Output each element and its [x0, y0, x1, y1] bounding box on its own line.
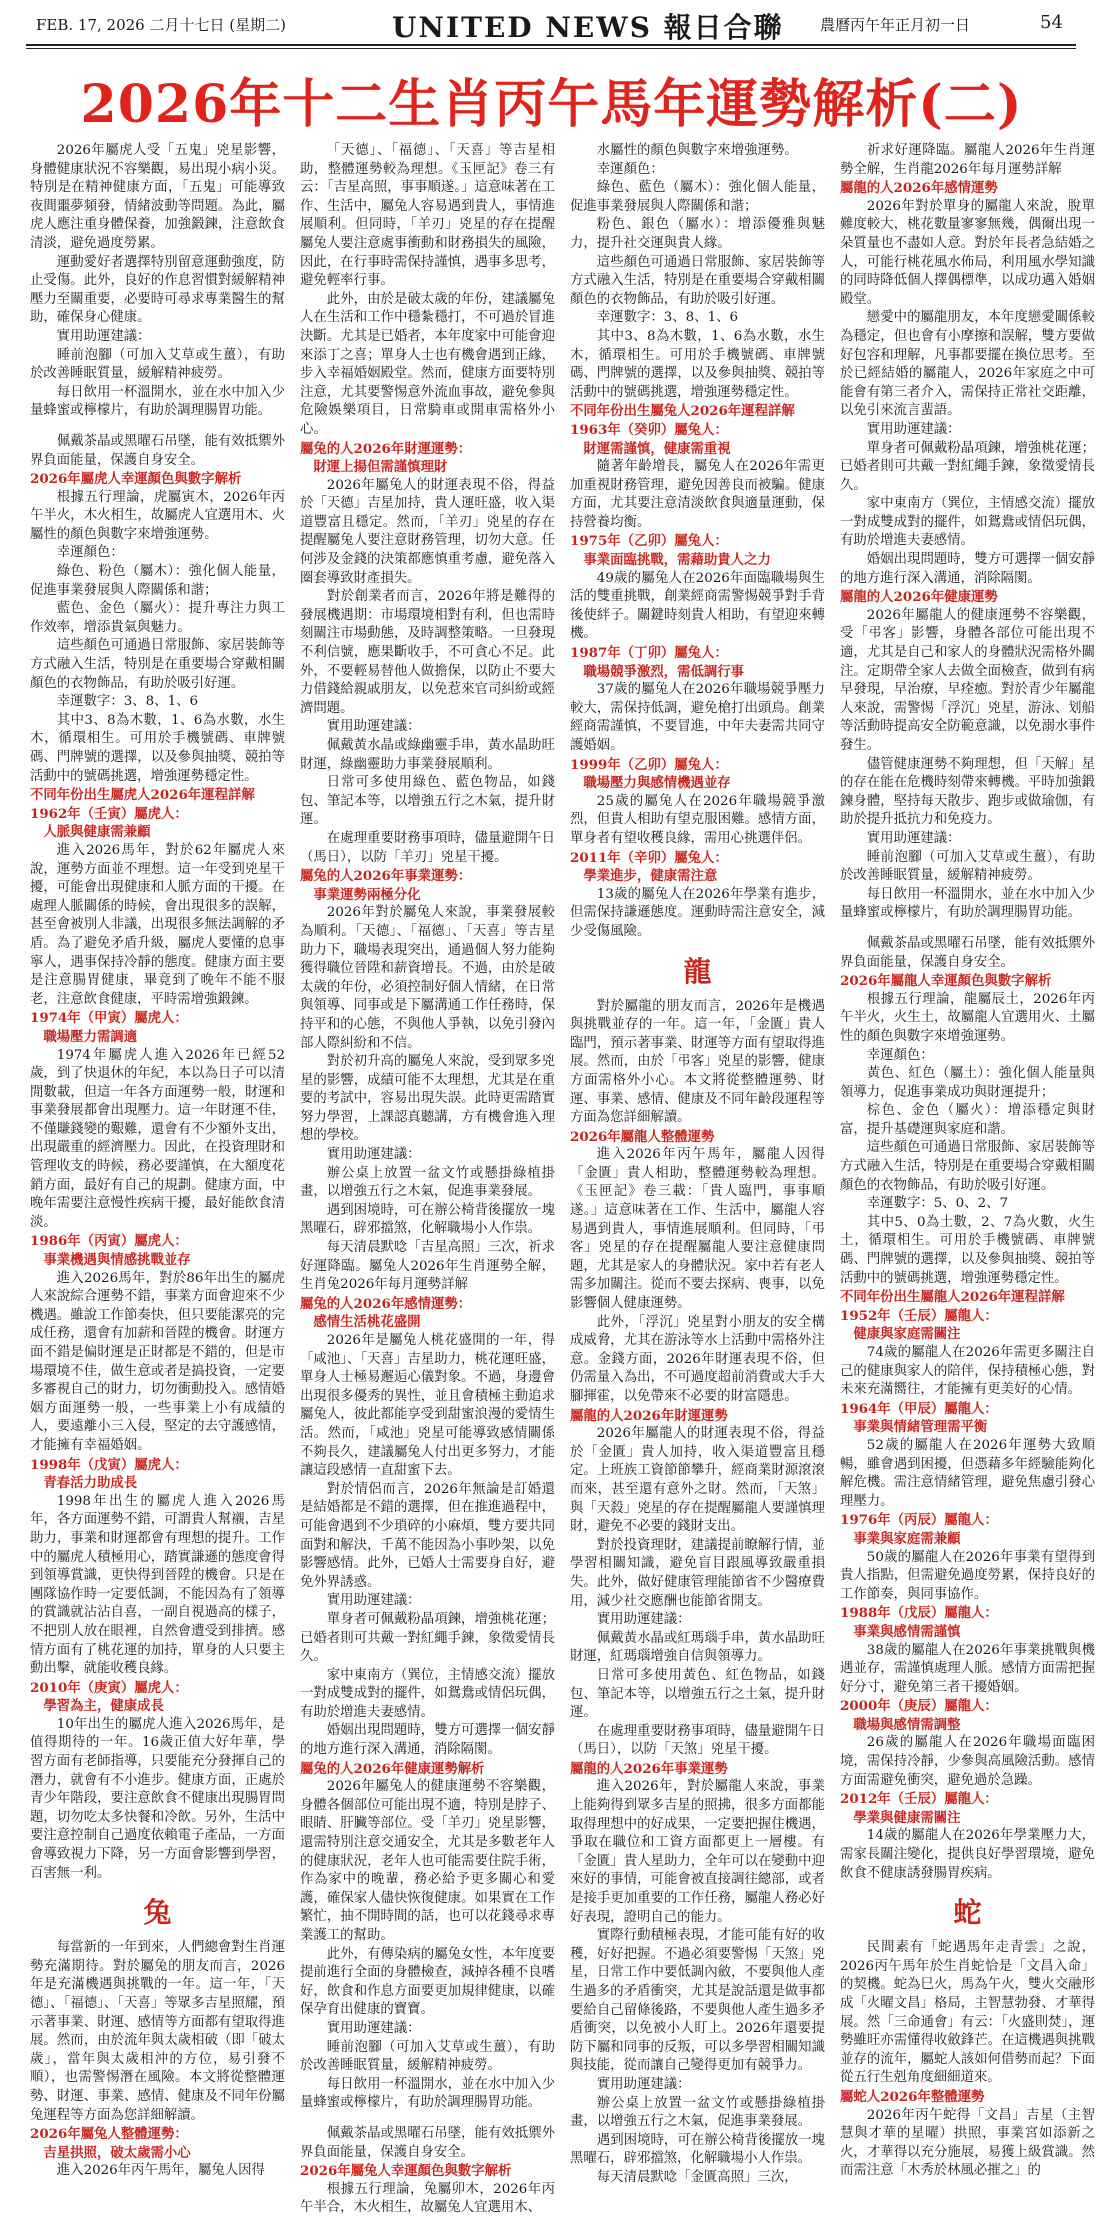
section-subtitle: 財運需謹慎，健康需重視 — [583, 440, 731, 457]
body-paragraph: 家中東南方（巽位，主情感交流）擺放一對成雙成對的擺件，如鴛鴦或情侶玩偶，有助於增進夫妻感情。 — [840, 496, 1095, 549]
body-paragraph: 睡前泡腳（可加入艾草或生薑），有助於改善睡眠質量，緩解精神疲勞。 — [300, 2039, 555, 2074]
body-paragraph: 這些顏色可通過日常服飾、家居裝飾等方式融入生活，特別是在重要場合穿戴相關顏色的衣物飾品，有助於吸引好運。 — [570, 254, 825, 307]
body-paragraph: 綠色、粉色（屬木）：強化個人能量，促進事業發展與人際關係和諧； — [30, 564, 285, 598]
body-paragraph: 每日飲用一杯溫開水，並在水中加入少量蜂蜜或檸檬片，有助於調理腸胃功能。 — [840, 886, 1095, 921]
section-subtitle: 學業與健康需關注 — [853, 1809, 961, 1826]
section-subtitle: 職場與感情需調整 — [853, 1716, 961, 1733]
body-paragraph: 此外，由於是破太歲的年份，建議屬兔人在生活和工作中穩紮穩打，不可過於冒進決斷。尤其是已婚者，本年度家中可能會迎來添丁之喜；單身人士也有機會遇到正緣，步入幸福婚姻殿堂。然而，健康方面要特別注意，尤其要警惕意外流血事故，避免參與危險娛樂項目，日常騎車或開車需格外小心。 — [300, 291, 555, 437]
section-subtitle: 青春活力助成長 — [43, 1475, 138, 1492]
body-paragraph: 佩戴黃水晶或綠幽靈手串，黃水晶助旺財運，綠幽靈助力事業發展順利。 — [300, 738, 555, 772]
body-paragraph: 38歲的屬龍人在2026年事業挑戰與機遇並存，需謹慎處理人脈。感情方面需把握好分寸，避免第三者干擾婚姻。 — [840, 1642, 1095, 1695]
body-paragraph: 幸運數字：3、8、1、6 — [596, 310, 738, 326]
body-paragraph: 遇到困境時，可在辦公椅背後擺放一塊黑曜石，辟邪擋煞，化解職場小人作祟。 — [300, 1202, 555, 1237]
section-subheading: 不同年份出生屬虎人2026年運程詳解 — [30, 787, 255, 804]
body-paragraph: 實用助運建議： — [326, 1147, 421, 1163]
body-paragraph: 2026年屬龍人的健康運勢不容樂觀，受「弔客」影響，身體各部位可能出現不適，尤其是自己和家人的身體狀況需格外關注。定期帶全家人去做全面檢查，做到有病早發現，早治療，早痊癒。對於青少年屬龍人來說，需警惕「浮沉」兇星，游泳、划船等活動時提高安全防範意識，以免溺水事件發生。 — [840, 607, 1095, 753]
body-paragraph: 2026年是屬兔人桃花盛開的一年，得「咸池」、「天喜」吉星助力，桃花運旺盛，單身人士極易邂逅心儀對象。不過，身邊會出現很多優秀的異性，並且會積極主動追求屬兔人，彼此都能享受到甜蜜浪漫的愛情生活。然而，「咸池」兇星可能導致感情關係不夠長久，建議屬兔人付出更多努力，才能讓這段感情一直甜蜜下去。 — [300, 1333, 555, 1479]
body-paragraph: 這些顏色可通過日常服飾、家居裝飾等方式融入生活，特別是在重要場合穿戴相關顏色的衣物飾品，有助於吸引好運。 — [840, 1140, 1095, 1193]
body-paragraph: 根據五行理論，虎屬寅木，2026年丙午半火，木火相生，故屬虎人宜選用木、火屬性的顏色與數字來增強運勢。 — [30, 489, 285, 542]
page-number: 54 — [1040, 12, 1063, 33]
body-paragraph: 2026年丙午蛇得「文昌」吉星（主智慧與才華的星曜）拱照，事業宮如添新之火，才華得以充分施展，易獲上級賞識。然而需注意「木秀於林風必摧之」的 — [840, 2107, 1095, 2179]
section-subheading: 2012年（壬辰）屬龍人： — [840, 1791, 998, 1808]
section-subheading: 2010年（庚寅）屬虎人： — [30, 1679, 188, 1696]
article-column-2 — [300, 142, 555, 2216]
body-paragraph: 睡前泡腳（可加入艾草或生薑），有助於改善睡眠質量，緩解精神疲勞。 — [30, 347, 285, 382]
section-subheading: 屬兔的人2026年事業運勢： — [300, 868, 472, 885]
issue-date: FEB. 17, 2026 二月十七日 (星期二) — [36, 16, 286, 34]
zodiac-section-heading: 兔 — [143, 1896, 172, 1930]
body-paragraph: 進入2026馬年，對於62年屬虎人來說，運勢方面並不理想。這一年受到兇星干擾，可能會出現健康和人脈方面的干擾。在處理人脈關係的時候，會出現很多的誤解，甚至會被別人非議，出現很多無法調解的矛盾。為了避免矛盾升級，屬虎人要懂的息事寧人，遇事保持冷靜的態度。健康方面主要是注意腸胃健康，畢竟到了晚年不能不服老，注意飲食健康，平時需增強鍛鍊。 — [30, 842, 285, 1007]
body-paragraph: 此外，「浮沉」兇星對小朋友的安全構成威脅，尤其在游泳等水上活動中需格外注意。金錢方面，2026年財運表現不俗，但仍需量入為出，不可過度超前消費或大手大腳揮霍，以免帶來不必要的財富隱患。 — [570, 1314, 825, 1404]
body-paragraph: 實用助運建議： — [596, 1612, 691, 1628]
masthead-rule — [26, 44, 1076, 46]
body-paragraph: 2026年對於單身的屬龍人來說，脫單難度較大，桃花數量寥寥無幾，偶爾出現一朵質量也不盡如人意。對於年長者急結婚之人，可能行桃花風水佈局，利用風水學知識的同時降低個人擇偶標準，以成功邁入婚姻殿堂。 — [840, 198, 1095, 307]
body-paragraph: 50歲的屬龍人在2026年事業有望得到貴人指點，但需避免過度勞累，保持良好的工作節奏，與同事協作。 — [840, 1549, 1095, 1602]
section-subtitle: 職場壓力與感情機遇並存 — [583, 775, 731, 792]
lunar-date: 農曆丙午年正月初一日 — [820, 16, 971, 34]
section-subheading: 1988年（戊辰）屬龍人： — [840, 1605, 998, 1622]
newspaper-brand: UNITED NEWS 報日合聯 — [392, 11, 784, 44]
body-paragraph: 家中東南方（巽位，主情感交流）擺放一對成雙成對的擺件，如鴛鴦或情侶玩偶，有助於增進夫妻感情。 — [300, 1667, 555, 1720]
body-paragraph: 每日飲用一杯溫開水，並在水中加入少量蜂蜜或檸檬片，有助於調理腸胃功能。 — [30, 384, 285, 419]
section-subheading: 不同年份出生屬兔人2026年運程詳解 — [570, 403, 795, 420]
body-paragraph: 睡前泡腳（可加入艾草或生薑），有助於改善睡眠質量，緩解精神疲勞。 — [840, 849, 1095, 884]
section-subtitle: 健康與家庭需關注 — [853, 1326, 961, 1343]
body-paragraph: 74歲的屬龍人在2026年需更多關注自己的健康與家人的陪伴，保持積極心態，對未來充滿嚮往，才能擁有更美好的心情。 — [840, 1345, 1095, 1398]
section-subheading: 屬兔的人2026年健康運勢解析 — [300, 1760, 485, 1777]
body-paragraph: 對於情侶而言，2026年無論是訂婚還是結婚都是不錯的選擇，但在推進過程中，可能會遇到不少瑣碎的小麻煩，雙方要共同面對和解決，千萬不能因為小事吵架，以免影響感情。此外，已婚人士需要身自好，避免外界誘惑。 — [300, 1481, 555, 1590]
body-paragraph: 37歲的屬兔人在2026年職場競爭壓力較大，需保持低調，避免槍打出頭鳥。創業經商需謹慎，不要冒進，中年夫妻需共同守護婚姻。 — [570, 682, 825, 753]
section-subheading: 1963年（癸卯）屬兔人： — [570, 421, 728, 438]
body-paragraph: 實用助運建議： — [596, 2076, 691, 2092]
body-paragraph: 對於屬龍的朋友而言，2026年是機遇與挑戰並存的一年。這一年，「金匱」貴人臨門，預示著事業、財運等方面有望取得進展。然而，由於「弔客」兇星的影響，健康方面需格外小心。本文將從整體運勢、財運、事業、感情、健康及不同年齡段運程等方面為您詳細解讀。 — [570, 998, 825, 1126]
body-paragraph: 每天清晨默唸「金匱高照」三次， — [596, 2169, 798, 2185]
section-subheading: 1975年（乙卯）屬兔人： — [570, 533, 728, 550]
section-subtitle: 吉星拱照，破太歲需小心 — [43, 2144, 191, 2161]
section-subheading: 1976年（丙辰）屬龍人： — [840, 1512, 998, 1529]
body-paragraph: 49歲的屬兔人在2026年面臨職場與生活的雙重挑戰，創業經商需警惕競爭對手背後使絆子。關鍵時刻貴人相助，有望迎來轉機。 — [570, 570, 825, 642]
body-paragraph: 根據五行理論，龍屬辰土，2026年丙午半火，火生土，故屬龍人宜選用火、土屬性的顏色與數字來增強運勢。 — [840, 991, 1095, 1044]
body-paragraph: 幸運數字：3、8、1、6 — [56, 694, 198, 710]
section-subheading: 1986年（丙寅）屬虎人： — [30, 1233, 188, 1250]
body-paragraph: 隨著年齡增長，屬兔人在2026年需更加重視財務管理，避免因善良而被騙。健康方面，尤其要注意清淡飲食與適量運動，保持營養均衡。 — [570, 459, 825, 530]
body-paragraph: 對於投資理財，建議提前瞭解行情，並學習相關知識，避免盲目跟風導致嚴重損失。此外，做好健康管理能節省不少醫療費用，減少社交應酬也能節省開支。 — [570, 1537, 825, 1609]
section-subheading: 2026年屬虎人幸運顏色與數字解析 — [30, 471, 242, 488]
body-paragraph: 實用助運建議： — [326, 719, 421, 735]
body-paragraph: 其中3、8為木數，1、6為水數，水生木，循環相生。可用於手機號碼、車牌號碼、門牌號的選擇，以及參與抽獎、競拍等活動中的號碼挑選，增強運勢穩定性。 — [570, 328, 825, 400]
body-paragraph: 每日飲用一杯溫開水，並在水中加入少量蜂蜜或檸檬片，有助於調理腸胃功能。 — [300, 2076, 555, 2111]
body-paragraph: 2026年屬兔人的財運表現不俗，得益於「天德」吉星加持，貴人運旺盛，收入渠道豐富且穩定。然而，「羊刃」兇星的存在提醒屬兔人要注意財務管理，切勿大意。任何涉及金錢的決策都應慎重考慮，避免落入圈套導致財產損失。 — [300, 477, 555, 586]
body-paragraph: 單身者可佩戴粉晶項鍊，增強桃花運；已婚者則可共戴一對紅繩手鍊，象徵愛情長久。 — [300, 1611, 555, 1665]
body-paragraph: 幸運顏色： — [596, 161, 664, 177]
body-paragraph: 10年出生的屬虎人進入2026馬年，是值得期待的一年。16歲正值大好年華，學習方面有老師指導，只要能充分發揮自己的潛力，就會有不小進步。健康方面，正處於青少年階段，要注意飲食不健康出現腸胃問題，切勿吃太多快餐和冷飲。另外，生活中要注意控制自己過度依賴電子產品，一方面會導致視力下降，另一方面會影響到學習，百害無一利。 — [30, 1716, 285, 1881]
section-subtitle: 事業運勢兩極分化 — [313, 886, 421, 903]
body-paragraph: 2026年屬虎人受「五鬼」兇星影響，身體健康狀況不容樂觀，易出現小病小災。特別是在精神健康方面，「五鬼」可能導致夜間噩夢頻發，情緒波動等問題。為此，屬虎人應注重身體保養，加強鍛鍊，注意飲食清淡，避免過度勞累。 — [30, 143, 285, 251]
body-paragraph: 2026年對於屬兔人來說，事業發展較為順利。「天德」、「福德」、「天喜」等吉星助力下，職場表現突出，通過個人努力能夠獲得職位晉陞和薪資增長。不過，由於是破太歲的年份，必須控制好個人情緒，在日常與領導、同事或是下屬溝通工作任務時，保持平和的心態，不與他人爭執，以免引發內部人際糾紛和不信。 — [300, 905, 555, 1051]
section-subheading: 2026年屬兔人整體運勢： — [30, 2126, 188, 2143]
section-subtitle: 事業面臨挑戰，需藉助貴人之力 — [583, 552, 771, 569]
body-paragraph: 2026年屬兔人的健康運勢不容樂觀，身體各個部位可能出現不適，特別是脖子、眼睛、肝臟等部位。受「羊刃」兇星影響，還需特別注意交通安全，尤其是多數老年人的健康狀況，老年人也可能需要住院手術，作為家中的晚輩，務必給予更多關心和愛護，確保家人儘快恢復健康。如果實在工作繁忙，抽不開時間的話，也可以花錢尋求專業護工的幫助。 — [300, 1779, 555, 1943]
body-paragraph: 實用助運建議： — [56, 328, 151, 344]
body-paragraph: 在處理重要財務事項時，儘量避開午日（馬日），以防「天煞」兇星干擾。 — [570, 1723, 825, 1758]
body-paragraph: 1998年出生的屬虎人進入2026馬年，各方面運勢不錯，可謂貴人幫襯，吉星助力，事業和財運都會有理想的提升。工作中的屬虎人積極用心，踏實謙遜的態度會得到領導賞識，更快得到晉陞的機會。只是在團隊協作時一定要低調，不能因為有了領導的賞識就沾沾自喜，一副自視過高的樣子，不把別人放在眼裡，自然會遭受到排擠。感情方面有了桃花運的加持，單身的人只要主動出擊，就能收穫良緣。 — [30, 1493, 285, 1677]
article-column-1 — [30, 142, 285, 2179]
section-subheading: 2026年屬兔人幸運顏色與數字解析 — [300, 2163, 512, 2180]
body-paragraph: 2026年屬龍人的財運表現不俗，得益於「金匱」貴人加持，收入渠道豐富且穩定。上班族工資節節攀升，經商業財源滾滾而來，甚至還有意外之財。然而，「天煞」與「天殺」兇星的存在提醒屬龍人要謹慎理財，避免不必要的錢財支出。 — [570, 1426, 825, 1535]
section-subheading: 2000年（庚辰）屬龍人： — [840, 1698, 998, 1715]
body-paragraph: 黃色、紅色（屬土）：強化個人能量與領導力，促進事業成功與財運提升； — [840, 1066, 1095, 1100]
body-paragraph: 實用助運建議： — [866, 830, 961, 846]
section-subheading: 1998年（戊寅）屬虎人： — [30, 1456, 188, 1473]
section-subtitle: 事業與感情需謹慎 — [853, 1623, 961, 1640]
section-subheading: 1999年（乙卯）屬兔人： — [570, 756, 728, 773]
body-paragraph: 佩戴茶晶或黑曜石吊墜，能有效抵禦外界負面能量，保護自身安全。 — [300, 2125, 555, 2160]
body-paragraph: 14歲的屬龍人在2026年學業壓力大，需家長關注變化，提供良好學習環境，避免飲食不健康誘發腸胃疾病。 — [840, 1828, 1095, 1881]
section-subtitle: 職場競爭激烈，需低調行事 — [583, 663, 745, 680]
section-subtitle: 人脈與健康需兼顧 — [43, 824, 151, 841]
body-paragraph: 這些顏色可通過日常服飾、家居裝飾等方式融入生活，特別是在重要場合穿戴相關顏色的衣物飾品，有助於吸引好運。 — [30, 638, 285, 691]
body-paragraph: 25歲的屬兔人在2026年職場競爭激烈，但貴人相助有望克服困難。感情方面，單身者有望收穫良緣，需用心挑選伴侶。 — [570, 793, 825, 846]
body-paragraph: 26歲的屬龍人在2026年職場面臨困境，需保持冷靜，少參與高風險活動。感情方面需避免衝突，避免過於急躁。 — [840, 1735, 1095, 1788]
body-paragraph: 每天清晨默唸「吉星高照」三次，祈求好運降臨。屬兔人2026年生肖運勢全解，生肖兔2026年每月運勢詳解 — [300, 1240, 555, 1293]
section-subheading: 屬龍的人2026年事業運勢 — [570, 1760, 728, 1777]
body-paragraph: 每當新的一年到來，人們總會對生肖運勢充滿期待。對於屬兔的朋友而言，2026年是充滿機遇與挑戰的一年。這一年，「天德」、「福德」、「天喜」等眾多吉星照耀，預示著事業、財運、感情等方面都有望取得進展。然而，由於流年與太歲相破（即「破太歲」，當年與太歲相沖的方位，易引發不順），也需警惕潛在風險。本文將從整體運勢、財運、事業、感情、健康及不同年份屬兔運程等方面為您詳細解讀。 — [30, 1940, 285, 2123]
body-paragraph: 婚姻出現問題時，雙方可選擇一個安靜的地方進行深入溝通，消除隔閡。 — [300, 1723, 555, 1758]
zodiac-section-heading: 蛇 — [953, 1896, 982, 1930]
section-subheading: 屬龍的人2026年感情運勢 — [840, 180, 998, 197]
masthead-rule-thin — [26, 48, 1076, 49]
body-paragraph: 藍色、金色（屬火）：提升專注力與工作效率，增添貴氣與魅力。 — [30, 601, 285, 635]
body-paragraph: 佩戴黃水晶或紅瑪瑙手串，黃水晶助旺財運，紅瑪瑙增強自信與領導力。 — [570, 1630, 825, 1665]
section-subheading: 1974年（甲寅）屬虎人： — [30, 1010, 188, 1027]
body-paragraph: 實用助運建議： — [326, 2020, 421, 2036]
section-subtitle: 財運上揚但需謹慎理財 — [313, 459, 448, 476]
zodiac-section-heading: 龍 — [683, 954, 712, 988]
section-subheading: 屬龍的人2026年財運運勢 — [570, 1407, 728, 1424]
body-paragraph: 棕色、金色（屬火）：增添穩定與財富，提升基礎運與家庭和諧。 — [840, 1103, 1095, 1137]
section-subheading: 屬兔的人2026年感情運勢： — [300, 1295, 472, 1312]
page-headline: 2026年十二生肖丙午馬年運勢解析(二) — [80, 74, 1023, 135]
body-paragraph: 幸運顏色： — [866, 1047, 934, 1063]
section-subheading: 1987年（丁卯）屬兔人： — [570, 645, 728, 662]
body-paragraph: 單身者可佩戴粉晶項鍊，增強桃花運；已婚者則可共戴一對紅繩手鍊，象徵愛情長久。 — [840, 440, 1095, 493]
body-paragraph: 實用助運建議： — [866, 421, 961, 437]
body-paragraph: 進入2026馬年，對於86年出生的屬虎人來說綜合運勢不錯，事業方面會迎來不少機遇。雖說工作節奏快，但只要能潔亮的完成任務，還會有加薪和晉陞的機會。財運方面不錯是偏財運是正財都是不錯的，但是市場環境不佳，做生意或者是搞投資，一定要多審視自己的財力，切勿衝動投入。感情婚姻方面運勢一般，一些事業上小有成績的人，要遠離小三入侵，堅定的去守護感情，才能擁有幸福婚姻。 — [30, 1270, 285, 1453]
body-paragraph: 13歲的屬兔人在2026年學業有進步，但需保持謙遜態度。運動時需注意安全，減少受傷風險。 — [570, 886, 825, 939]
article-column-3 — [570, 142, 825, 2185]
body-paragraph: 佩戴茶晶或黑曜石吊墜，能有效抵禦外界負面能量，保護自身安全。 — [30, 433, 285, 468]
body-paragraph: 遇到困境時，可在辦公椅背後擺放一塊黑曜石，辟邪擋煞，化解職場小人作祟。 — [570, 2132, 825, 2167]
section-subheading: 屬蛇人2026年整體運勢 — [840, 2088, 985, 2105]
section-subtitle: 學業進步，健康需注意 — [583, 868, 718, 885]
section-subheading: 屬兔的人2026年財運運勢： — [300, 440, 472, 457]
body-paragraph: 辦公桌上放置一盆文竹或懸掛綠植掛畫，以增強五行之木氣，促進事業發展。 — [570, 2095, 825, 2130]
body-paragraph: 水屬性的顏色與數字來增強運勢。 — [596, 143, 798, 158]
body-paragraph: 幸運數字：5、0、2、7 — [866, 1196, 1008, 1212]
section-subheading: 1964年（甲辰）屬龍人： — [840, 1400, 998, 1417]
body-paragraph: 根據五行理論，兔屬卯木，2026年丙午半合，木火相生，故屬兔人宜選用木、 — [300, 2181, 555, 2216]
body-paragraph: 日常可多使用綠色、藍色物品，如錢包、筆記本等，以增強五行之木氣，提升財運。 — [300, 775, 555, 828]
body-paragraph: 進入2026年丙午馬年，屬兔人因得 — [56, 2163, 265, 2179]
section-subheading: 1952年（壬辰）屬龍人： — [840, 1307, 998, 1324]
body-paragraph: 戀愛中的屬龍朋友，本年度戀愛關係較為穩定，但也會有小摩擦和誤解，雙方要做好包容和理解，凡事都要擺在換位思考。至於已經結婚的屬龍人，2026年家庭之中可能會有第三者介入，需保持正常社交距離，以免引來流言蜚語。 — [840, 310, 1095, 419]
body-paragraph: 進入2026年，對於屬龍人來說，事業上能夠得到眾多吉星的照拂，很多方面都能取得理想中的好成果，一定要把握住機遇，爭取在職位和工資方面都更上一層樓。有「金匱」貴人星助力，全年可以在變動中迎來好的事情，可能會被直接調往總部，或者是接手更加重要的工作任務，屬龍人務必好好表現，證明自己的能力。 — [570, 1779, 825, 1925]
section-subheading: 2026年屬龍人整體運勢 — [570, 1128, 715, 1145]
body-paragraph: 實際行動積極表現，才能可能有好的收穫，好好把握。不過必須要警惕「天煞」兇星，日常工作中要低調內斂，不要與他人產生過多的矛盾衝突，尤其是說話還是做事都要給自己留條後路，不要與他人產生過多矛盾衝突，以免被小人盯上。2026年還要提防下屬和同事的反叛，可以多學習相關知識與技能，從而讓自己變得更加有競爭力。 — [570, 1928, 825, 2074]
body-paragraph: 運動愛好者選擇特別留意運動強度，防止受傷。此外，良好的作息習慣對緩解精神壓力至關重要，必要時可尋求專業醫生的幫助，確保身心健康。 — [30, 254, 285, 326]
body-paragraph: 對於初升高的屬兔人來說，受到眾多兇星的影響，成績可能不太理想，尤其是在重要的考試中，容易出現失誤。此時更需踏實努力學習，上課認真聽講，方有機會進入理想的學校。 — [300, 1054, 555, 1144]
section-subheading: 不同年份出生屬龍人2026年運程詳解 — [840, 1289, 1065, 1306]
section-subtitle: 學習為主，健康成長 — [43, 1698, 164, 1715]
section-subtitle: 職場壓力需調適 — [43, 1028, 138, 1045]
body-paragraph: 民間素有「蛇遇馬年走青雲」之說，2026丙午馬年於生肖蛇恰是「文昌入命」的契機。蛇為巳火，馬為午火，雙火交融形成「火曜文昌」格局，主智慧勃發、才華得展。然「三命通會」有云：「火盛則焚」，運勢雖旺亦需懂得收斂鋒芒。在這機遇與挑戰並存的流年，屬蛇人該如何借勢而起？下面從五行生剋角度細細道來。 — [840, 1940, 1095, 2086]
body-paragraph: 粉色、銀色（屬水）：增添優雅與魅力，提升社交運與貴人緣。 — [570, 217, 825, 251]
section-subtitle: 感情生活桃花盛開 — [313, 1314, 421, 1331]
section-subtitle: 事業與情緒管理需平衡 — [853, 1419, 988, 1436]
body-paragraph: 幸運顏色： — [56, 545, 124, 561]
body-paragraph: 「天德」、「福德」、「天喜」等吉星相助，整體運勢較為理想。《玉匣記》卷三有云：「吉星高照，事事順遂。」這意味著在工作、生活中，屬兔人容易遇到貴人，事情進展順利。但同時，「羊刃」兇星的存在提醒屬兔人要注意處事衝動和財務損失的風險，因此，在行事時需保持謹慎，遇事多思考，避免輕率行事。 — [300, 143, 555, 289]
body-paragraph: 儘管健康運勢不夠理想，但「天解」星的存在能在危機時刻帶來轉機。平時加強鍛鍊身體，堅持每天散步、跑步或做瑜伽，有助於提升抵抗力和免疫力。 — [840, 756, 1095, 828]
body-paragraph: 1974年屬虎人進入2026年已經52歲，到了快退休的年紀，本以為日子可以清閒數載，但這一年各方面運勢一般，財運和事業發展都會出現壓力。這一年財運不佳，不僅賺錢變的艱難，還會有不少額外支出，出現嚴重的經濟壓力。因此，在投資理財和管理收支的時候，務必要謹慎，在大額度花銷方面，最好有自己的規劃。健康方面，中晚年需要注意慢性疾病干擾，最好能飲食清淡。 — [30, 1047, 285, 1230]
body-paragraph: 辦公桌上放置一盆文竹或懸掛綠植掛畫，以增強五行之木氣，促進事業發展。 — [300, 1165, 555, 1200]
body-paragraph: 其中5、0為土數，2、7為火數，火生土，循環相生。可用於手機號碼、車牌號碼、門牌號的選擇，以及參與抽獎、競拍等活動中的號碼挑選，增強運勢穩定性。 — [840, 1214, 1095, 1286]
body-paragraph: 佩戴茶晶或黑曜石吊墜，能有效抵禦外界負面能量，保護自身安全。 — [840, 935, 1095, 970]
body-paragraph: 在處理重要財務事項時，儘量避開午日（馬日），以防「羊刃」兇星干擾。 — [300, 830, 555, 865]
body-paragraph: 52歲的屬龍人在2026年運勢大致順暢，雖會遇到困擾，但憑藉多年經驗能夠化解危機。需注意情緒管理，避免焦慮引發心理壓力。 — [840, 1437, 1095, 1509]
body-paragraph: 進入2026年丙午馬年，屬龍人因得「金匱」貴人相助，整體運勢較為理想。《玉匣記》卷三載：「貴人臨門，事事順遂。」這意味著在工作、生活中，屬龍人容易遇到貴人，事情進展順利。但同時，「弔客」兇星的存在提醒屬龍人要注意健康問題，尤其是家人的身體狀況。家中若有老人需多加關注。從而不要去探病、喪事，以免影響個人健康運勢。 — [570, 1147, 825, 1312]
section-subheading: 2011年（辛卯）屬兔人： — [570, 849, 728, 866]
section-subheading: 2026年屬龍人幸運顏色與數字解析 — [840, 973, 1052, 990]
body-paragraph: 日常可多使用黃色、紅色物品，如錢包、筆記本等，以增強五行之土氣，提升財運。 — [570, 1667, 825, 1721]
section-subheading: 1962年（壬寅）屬虎人： — [30, 805, 188, 822]
section-subheading: 屬龍的人2026年健康運勢 — [840, 589, 998, 606]
body-paragraph: 此外，有傳染病的屬兔女性，本年度要提前進行全面的身體檢查，減掉各種不良嗜好，飲食和作息方面要更加規律健康，以確保孕育出健康的寶寶。 — [300, 1946, 555, 2018]
section-subtitle: 事業與家庭需兼顧 — [853, 1530, 961, 1547]
article-column-4 — [840, 142, 1095, 2179]
section-subtitle: 事業機遇與情感挑戰並存 — [43, 1252, 191, 1269]
body-paragraph: 祈求好運降臨。屬龍人2026年生肖運勢全解，生肖龍2026年每月運勢詳解 — [840, 143, 1095, 177]
body-paragraph: 婚姻出現問題時，雙方可選擇一個安靜的地方進行深入溝通，消除隔閡。 — [840, 552, 1095, 586]
body-paragraph: 綠色、藍色（屬木）：強化個人能量，促進事業發展與人際關係和諧； — [570, 180, 825, 214]
body-paragraph: 其中3、8為木數，1、6為水數，水生木，循環相生。可用於手機號碼、車牌號碼、門牌號的選擇，以及參與抽獎、競拍等活動中的號碼挑選，增強運勢穩定性。 — [30, 712, 285, 784]
body-paragraph: 實用助運建議： — [326, 1593, 421, 1609]
body-paragraph: 對於創業者而言，2026年將是難得的發展機遇期：市場環境相對有利，但也需時刻關注市場動態，及時調整策略。一旦發現不利信號，應果斷收手，不可貪心不足。此外，不要輕易替他人做擔保，以防止不要大力借錢給親戚朋友，以免惹來官司糾紛或經濟問題。 — [300, 589, 555, 716]
masthead — [0, 0, 1103, 46]
